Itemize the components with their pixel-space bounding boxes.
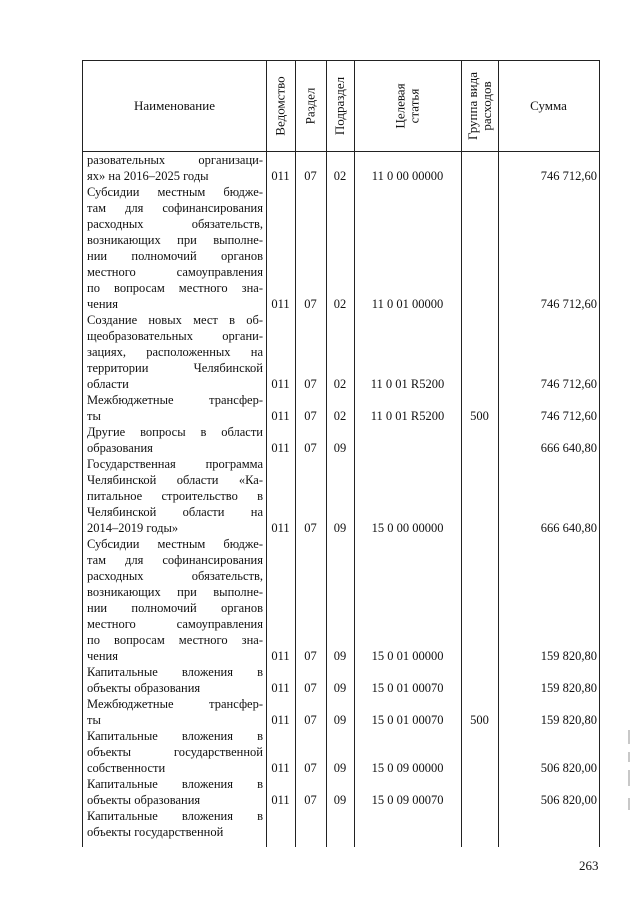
table-row — [83, 184, 599, 312]
subsection-cell: 09 — [333, 521, 347, 535]
table-row — [83, 728, 599, 776]
header-sum-cell — [498, 61, 599, 151]
target-cell: 15 0 01 00070 — [371, 681, 444, 695]
subsection-cell: 02 — [333, 377, 347, 391]
row-name-cell — [87, 312, 263, 392]
target-cell: 15 0 00 00000 — [371, 521, 444, 535]
row-name-line: Межбюджетные трансфер- — [87, 697, 263, 711]
budget-table — [82, 60, 600, 847]
scan-edge-mark — [628, 752, 630, 762]
sum-cell: 506 820,00 — [540, 793, 597, 807]
row-name-line: Субсидии местным бюдже- — [87, 185, 263, 199]
sum-cell: 159 820,80 — [540, 649, 597, 663]
row-name-line: чения — [87, 649, 118, 663]
subsection-cell: 02 — [333, 297, 347, 311]
section-cell: 07 — [304, 681, 317, 695]
sum-cell: 159 820,80 — [540, 681, 597, 695]
group-cell: 500 — [470, 409, 489, 423]
row-name-line: возникающих при выполне- — [87, 585, 263, 599]
sum-cell: 666 640,80 — [540, 441, 597, 455]
row-name-line: по вопросам местного зна- — [87, 281, 263, 295]
row-name-line: ях» на 2016–2025 годы — [87, 169, 209, 183]
row-name-line: там для софинансирования — [87, 201, 263, 215]
header-target-cell — [354, 61, 461, 151]
dept-cell: 011 — [271, 377, 290, 391]
dept-cell: 011 — [271, 441, 290, 455]
header-name: Наименование — [134, 98, 215, 113]
row-name-line: Капитальные вложения в — [87, 777, 263, 791]
dept-cell: 011 — [271, 649, 290, 663]
row-name-line: местного самоуправления — [87, 265, 263, 279]
dept-cell: 011 — [271, 793, 290, 807]
header-target — [393, 83, 421, 128]
row-name-cell — [87, 536, 263, 664]
scan-edge-mark — [628, 730, 630, 744]
row-name-line: объекты образования — [87, 681, 201, 695]
section-cell: 07 — [304, 441, 317, 455]
header-group — [466, 72, 494, 140]
row-name-line: ты — [87, 409, 101, 423]
target-cell: 11 0 01 00000 — [371, 297, 444, 311]
row-name-line: возникающих при выполне- — [87, 233, 263, 247]
row-name-line: Государственная программа — [87, 457, 263, 471]
target-cell: 15 0 09 00000 — [371, 761, 444, 775]
table-row — [83, 664, 599, 696]
row-name-cell — [87, 728, 263, 776]
sum-cell: 746 712,60 — [540, 409, 597, 423]
section-cell: 07 — [304, 409, 317, 423]
table-row — [83, 424, 599, 456]
target-cell: 11 0 01 R5200 — [370, 377, 445, 391]
section-cell: 07 — [304, 761, 317, 775]
header-section-cell — [295, 61, 326, 151]
scan-edge-mark — [628, 770, 630, 786]
sum-cell: 506 820,00 — [540, 761, 597, 775]
row-name-line: питальное строительство в — [87, 489, 263, 503]
dept-cell: 011 — [271, 521, 290, 535]
row-name-line: местного самоуправления — [87, 617, 263, 631]
row-name-line: объекты государственной — [87, 745, 263, 759]
table-row — [83, 776, 599, 808]
row-name-line: нии полномочий органов — [87, 601, 263, 615]
scan-edge-mark — [628, 798, 630, 810]
dept-cell: 011 — [271, 713, 290, 727]
row-name-line: области — [87, 377, 129, 391]
row-name-line: территории Челябинской — [87, 361, 263, 375]
subsection-cell: 02 — [333, 169, 347, 183]
row-name-cell — [87, 184, 263, 312]
header-subsection-cell — [326, 61, 354, 151]
section-cell: 07 — [304, 297, 317, 311]
table-row — [83, 696, 599, 728]
table-row — [83, 392, 599, 424]
section-cell: 07 — [304, 377, 317, 391]
sum-cell: 666 640,80 — [540, 521, 597, 535]
dept-cell: 011 — [271, 681, 290, 695]
section-cell: 07 — [304, 713, 317, 727]
table-row — [83, 536, 599, 664]
header-name-cell — [83, 61, 266, 151]
sum-cell: 746 712,60 — [540, 169, 597, 183]
row-name-line: Межбюджетные трансфер- — [87, 393, 263, 407]
subsection-cell: 09 — [333, 441, 347, 455]
row-name-cell — [87, 696, 263, 728]
target-cell: 11 0 01 R5200 — [370, 409, 445, 423]
row-name-cell — [87, 456, 263, 536]
row-name-line: Капитальные вложения в — [87, 729, 263, 743]
dept-cell: 011 — [271, 761, 290, 775]
header-target-line1: Целевая — [392, 83, 408, 129]
row-name-line: Создание новых мест в об- — [87, 313, 263, 327]
row-name-cell — [87, 808, 263, 840]
row-name-cell — [87, 776, 263, 808]
dept-cell: 011 — [271, 297, 290, 311]
table-row — [83, 808, 599, 840]
table-body — [83, 152, 599, 840]
row-name-line: 2014–2019 годы» — [87, 521, 179, 535]
dept-cell: 011 — [271, 169, 290, 183]
row-name-line: щеобразовательных органи- — [87, 329, 263, 343]
row-name-line: образования — [87, 441, 153, 455]
header-sum: Сумма — [530, 98, 567, 113]
section-cell: 07 — [304, 793, 317, 807]
header-section: Раздел — [302, 87, 318, 125]
row-name-cell — [87, 392, 263, 424]
row-name-cell — [87, 424, 263, 456]
header-dept-cell — [266, 61, 295, 151]
subsection-cell: 09 — [333, 713, 347, 727]
subsection-cell: 02 — [333, 409, 347, 423]
header-dept: Ведомство — [272, 76, 288, 136]
table-row — [83, 312, 599, 392]
row-name-line: чения — [87, 297, 118, 311]
header-group-cell — [461, 61, 498, 151]
header-group-line2: расходов — [478, 81, 494, 131]
row-name-line: зациях, расположенных на — [87, 345, 263, 359]
row-name-line: расходных обязательств, — [87, 217, 263, 231]
header-group-line1: Группа вида — [464, 72, 480, 140]
table-row — [83, 152, 599, 184]
subsection-cell: 09 — [333, 761, 347, 775]
group-cell: 500 — [470, 713, 489, 727]
target-cell: 11 0 00 00000 — [371, 169, 444, 183]
target-cell: 15 0 09 00070 — [371, 793, 444, 807]
target-cell: 15 0 01 00070 — [371, 713, 444, 727]
subsection-cell: 09 — [333, 793, 347, 807]
sum-cell: 746 712,60 — [540, 377, 597, 391]
sum-cell: 159 820,80 — [540, 713, 597, 727]
target-cell: 15 0 01 00000 — [371, 649, 444, 663]
section-cell: 07 — [304, 169, 317, 183]
row-name-line: объекты государственной — [87, 825, 224, 839]
row-name-cell — [87, 152, 263, 184]
sum-cell: 746 712,60 — [540, 297, 597, 311]
row-name-line: собственности — [87, 761, 166, 775]
dept-cell: 011 — [271, 409, 290, 423]
row-name-line: ты — [87, 713, 101, 727]
header-target-line2: статья — [406, 88, 422, 124]
header-subsection: Подраздел — [332, 76, 348, 136]
row-name-line: нии полномочий органов — [87, 249, 263, 263]
section-cell: 07 — [304, 521, 317, 535]
subsection-cell: 09 — [333, 681, 347, 695]
page-number: 263 — [579, 858, 599, 873]
row-name-line: Другие вопросы в области — [87, 425, 263, 439]
row-name-line: объекты образования — [87, 793, 201, 807]
row-name-line: Капитальные вложения в — [87, 809, 263, 823]
table-row — [83, 456, 599, 536]
row-name-line: разовательных организаци- — [87, 153, 263, 167]
row-name-line: Субсидии местным бюдже- — [87, 537, 263, 551]
section-cell: 07 — [304, 649, 317, 663]
row-name-line: Капитальные вложения в — [87, 665, 263, 679]
row-name-line: Челябинской области на — [87, 505, 263, 519]
row-name-line: Челябинской области «Ка- — [87, 473, 263, 487]
row-name-line: по вопросам местного зна- — [87, 633, 263, 647]
row-name-line: там для софинансирования — [87, 553, 263, 567]
subsection-cell: 09 — [333, 649, 347, 663]
row-name-line: расходных обязательств, — [87, 569, 263, 583]
row-name-cell — [87, 664, 263, 696]
